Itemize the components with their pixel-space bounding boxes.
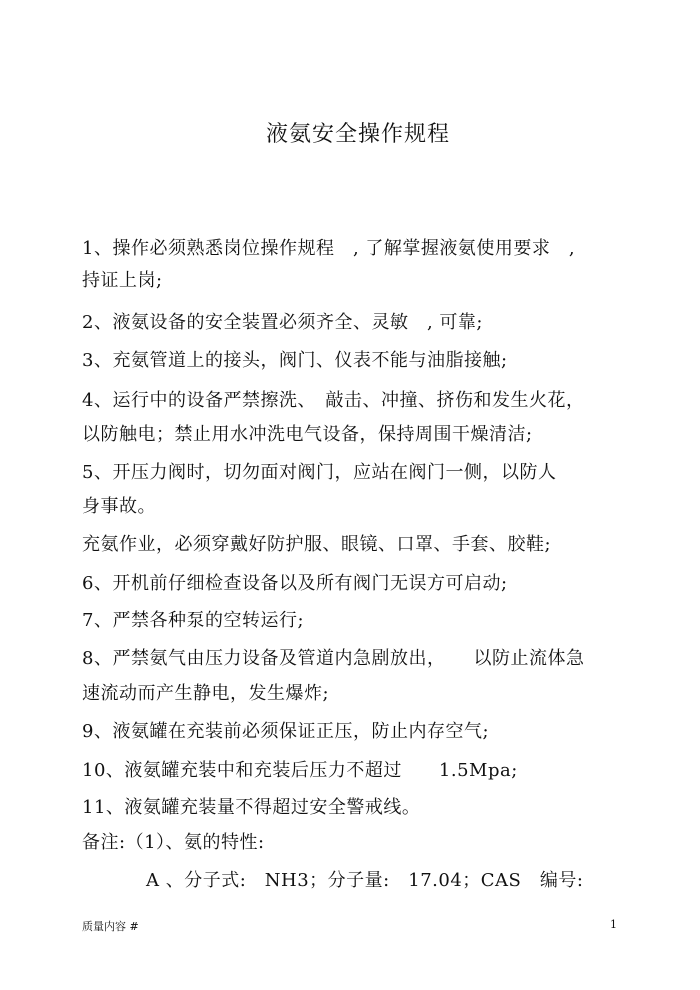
text-line-7: 5、开压力阀时，切勿面对阀门，应站在阀门一侧，以防人 xyxy=(82,462,557,483)
text-line-9: 充氨作业，必须穿戴好防护服、眼镜、口罩、手套、胶鞋; xyxy=(82,534,552,555)
text-line-16: 11、液氨罐充装量不得超过安全警戒线。 xyxy=(82,797,421,818)
page-number: 1 xyxy=(610,918,617,931)
footer-label: 质量内容 # xyxy=(82,920,139,933)
text-line-4: 3、充氨管道上的接头，阀门、仪表不能与油脂接触; xyxy=(82,350,508,371)
text-line-12: 8、严禁氨气由压力设备及管道内急剧放出， 以防止流体急 xyxy=(82,648,585,669)
text-line-10: 6、开机前仔细检查设备以及所有阀门无误方可启动; xyxy=(82,573,508,594)
text-line-3: 2、液氨设备的安全装置必须齐全、灵敏 , 可靠; xyxy=(82,312,483,333)
text-line-5: 4、运行中的设备严禁擦洗、 敲击、冲撞、挤伤和发生火花， xyxy=(82,390,585,411)
text-line-2: 持证上岗; xyxy=(82,270,163,291)
text-line-1: 1、操作必须熟悉岗位操作规程 , 了解掌握液氨使用要求 , xyxy=(82,238,576,259)
text-line-15: 10、液氨罐充装中和充装后压力不超过 1.5Mpa; xyxy=(82,760,518,781)
text-line-18: A 、分子式: NH3；分子量: 17.04；CAS 编号: xyxy=(146,870,584,891)
text-line-11: 7、严禁各种泵的空转运行; xyxy=(82,610,305,631)
text-line-14: 9、液氨罐在充装前必须保证正压，防止内存空气; xyxy=(82,721,490,742)
text-line-13: 速流动而产生静电，发生爆炸; xyxy=(82,683,330,704)
page-title: 液氨安全操作规程 xyxy=(265,122,450,147)
text-line-17: 备注:（1）、氨的特性: xyxy=(82,832,265,853)
text-line-6: 以防触电；禁止用水冲洗电气设备，保持周围干燥清洁; xyxy=(82,424,533,445)
text-line-8: 身事故。 xyxy=(82,496,156,517)
